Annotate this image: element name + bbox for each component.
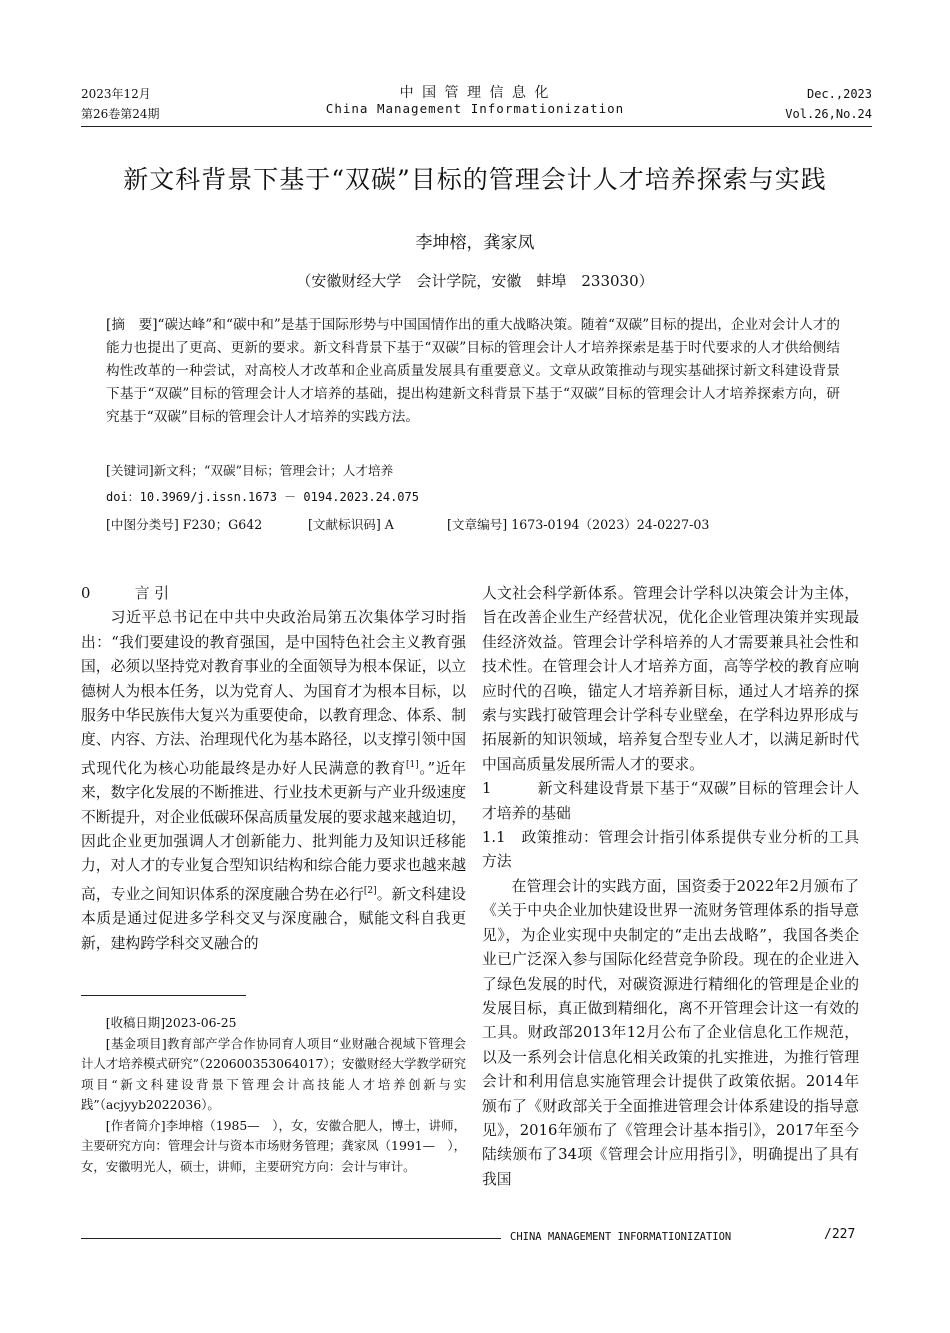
footer-rule bbox=[81, 1238, 501, 1239]
footnote-rule bbox=[81, 995, 246, 996]
footnotes bbox=[81, 1013, 466, 1177]
header-date-en: Dec.,2023 bbox=[806, 87, 872, 101]
citation-ref[interactable]: [2] bbox=[363, 885, 377, 896]
header-date-cn: 2023年12月 bbox=[81, 87, 151, 101]
right-paragraph-continued: 人文社会科学新体系。管理会计学科以决策会计为主体，旨在改善企业生产经营状况，优化企业管理决策并实现最佳经济效益。管理会计学科培养的人才需要兼具社会性和技术性。在管理会计人才培养方面，高等学校的教育应响应时代的召唤，锚定人才培养新目标，通过人才培养的探索与实践打破管理会计学科专业壁垒，在学科边界形成与拓展新的知识领域，培养复合型专业人才，以满足新时代中国高质量发展所需人才的要求。 bbox=[482, 585, 859, 773]
section-1-1-heading: 1.1 政策推动：管理会计指引体系提供专业分析的工具方法 bbox=[482, 829, 859, 871]
header-volume-cn: 第26卷第24期 bbox=[81, 107, 160, 121]
abstract bbox=[106, 314, 840, 429]
footnote-fund: [基金项目]教育部产学合作协同育人项目“业财融合视域下管理会计人才培养模式研究”（220600353064017）；安徽财经大学教学研究项目“新文科建设背景下管理会计高技能人才培养创新与实践”（acjyyb2022036）。 bbox=[81, 1035, 466, 1112]
header-volume-en: Vol.26,No.24 bbox=[785, 107, 872, 121]
header-rule bbox=[81, 126, 872, 127]
document-code: [文献标识码] A bbox=[308, 517, 394, 532]
article-title: 新文科背景下基于“双碳”目标的管理会计人才培养探索与实践 bbox=[123, 165, 827, 194]
left-column bbox=[81, 582, 466, 956]
clc-code: [中图分类号] F230；G642 bbox=[106, 517, 263, 532]
article-number: [文章编号] 1673-0194（2023）24-0227-03 bbox=[447, 517, 710, 532]
policy-paragraph: 在管理会计的实践方面，国资委于2022年2月颁布了《关于中央企业加快建设世界一流财务管理体系的指导意见》，为企业实现中央制定的“走出去战略”，我国各类企业已广泛深入参与国际化经营竞争阶段。现在的企业进入了绿色发展的时代，对碳资源进行精细化的管理是企业的发展目标，真正做到精细化，离不开管理会计这一有效的工具。财政部2013年12月公布了企业信息化工作规范，以及一系列会计信息化相关政策的扎实推进，为推行管理会计和利用信息实施管理会计提供了政策依据。2014年颁布了《财政部关于全面推进管理会计体系建设的指导意见》，2016年颁布了《管理会计基本指引》，2017年至今陆续颁布了34项《管理会计应用指引》，明确提出了具有我国 bbox=[482, 877, 859, 1188]
footer-journal-name: CHINA MANAGEMENT INFORMATIONIZATION bbox=[510, 1231, 732, 1243]
footnote-received: [收稿日期]2023-06-25 bbox=[105, 1015, 237, 1030]
section-1-heading: 1 新文科建设背景下基于“双碳”目标的管理会计人才培养的基础 bbox=[482, 780, 859, 822]
abstract-label: [摘 要] bbox=[106, 317, 158, 333]
right-column bbox=[482, 582, 859, 1192]
article-affiliation: （安徽财经大学 会计学院，安徽 蚌埠 233030） bbox=[296, 272, 654, 290]
footnote-author: [作者简介]李坤榕（1985— ），女，安徽合肥人，博士，讲师，主要研究方向：管理会计与资本市场财务管理；龚家凤（1991— ），女，安徽明光人，硕士，讲师，主要研究方向：会计与审计。 bbox=[81, 1117, 466, 1174]
section-0-heading: 0 言 引 bbox=[81, 585, 170, 602]
article-authors: 李坤榕，龚家凤 bbox=[415, 233, 535, 253]
header-journal-cn: 中 国 管 理 信 息 化 bbox=[399, 85, 551, 101]
citation-ref[interactable]: [1] bbox=[405, 759, 419, 770]
abstract-text: “碳达峰”和“碳中和”是基于国际形势与中国国情作出的重大战略决策。随着“双碳”目标的提出，企业对会计人才的能力也提出了更高、更新的要求。新文科背景下基于“双碳”目标的管理会计人才培养探索是基于时代要求的人才供给侧结构性改革的一种尝试，对高校人才改革和企业高质量发展具有重要意义。文章从政策推动与现实基础探讨新文科建设背景下基于“双碳”目标的管理会计人才培养的基础，提出构建新文科背景下基于“双碳”目标的管理会计人才培养探索方向，研究基于“双碳”目标的管理会计人才培养的实践方法。 bbox=[106, 317, 840, 425]
header-journal-en: China Management Informationization bbox=[325, 101, 625, 116]
page-number: /227 bbox=[824, 1227, 856, 1242]
keywords: [关键词]新文科；“双碳”目标；管理会计；人才培养 bbox=[106, 463, 394, 478]
doi: doi：10.3969/j.issn.1673 － 0194.2023.24.075 bbox=[106, 490, 419, 504]
intro-paragraph: 习近平总书记在中共中央政治局第五次集体学习时指出：“我们要建设的教育强国，是中国特色社会主义教育强国，必须以坚持党对教育事业的全面领导为根本保证，以立德树人为根本任务，以为党育人、为国育才为根本目标，以服务中华民族伟大复兴为重要使命，以教育理念、体系、制度、内容、方法、治理现代化为基本路径，以支撑引领中国式现代化为核心功能最终是办好人民满意的教育[1]。”近年来，数字化发展的不断推进、行业技术更新与产业升级速度不断提升，对企业低碳环保高质量发展的要求越来越迫切，因此企业更加强调人才创新能力、批判能力及知识迁移能力，对人才的专业复合型知识结构和综合能力要求也越来越高，专业之间知识体系的深度融合势在必行[2]。新文科建设本质是通过促进多学科交叉与深度融合，赋能文科自我更新，建构跨学科交叉融合的 bbox=[81, 609, 466, 952]
